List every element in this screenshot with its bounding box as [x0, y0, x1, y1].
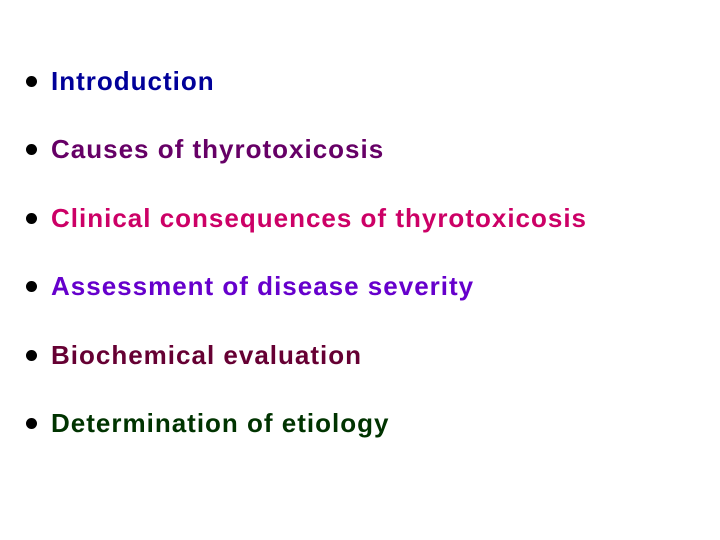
- list-item: [26, 403, 587, 445]
- bullet-dot-icon: [26, 213, 37, 224]
- bullet-label: Clinical consequences of thyrotoxicosis: [51, 202, 588, 233]
- bullet-dot-icon: [26, 350, 37, 361]
- bullet-list: [26, 60, 587, 472]
- bullet-label: Causes of thyrotoxicosis: [51, 134, 385, 165]
- list-item: [26, 129, 587, 171]
- list-item: [26, 266, 587, 308]
- list-item: [26, 60, 587, 102]
- bullet-label: Biochemical evaluation: [51, 339, 362, 370]
- bullet-dot-icon: [26, 418, 37, 429]
- bullet-dot-icon: [26, 281, 37, 292]
- list-item: [26, 334, 587, 376]
- list-item: [26, 197, 587, 239]
- bullet-label: Introduction: [51, 65, 215, 96]
- bullet-dot-icon: [26, 76, 37, 87]
- bullet-label: Determination of etiology: [51, 408, 390, 439]
- bullet-label: Assessment of disease severity: [51, 271, 475, 302]
- bullet-dot-icon: [26, 144, 37, 155]
